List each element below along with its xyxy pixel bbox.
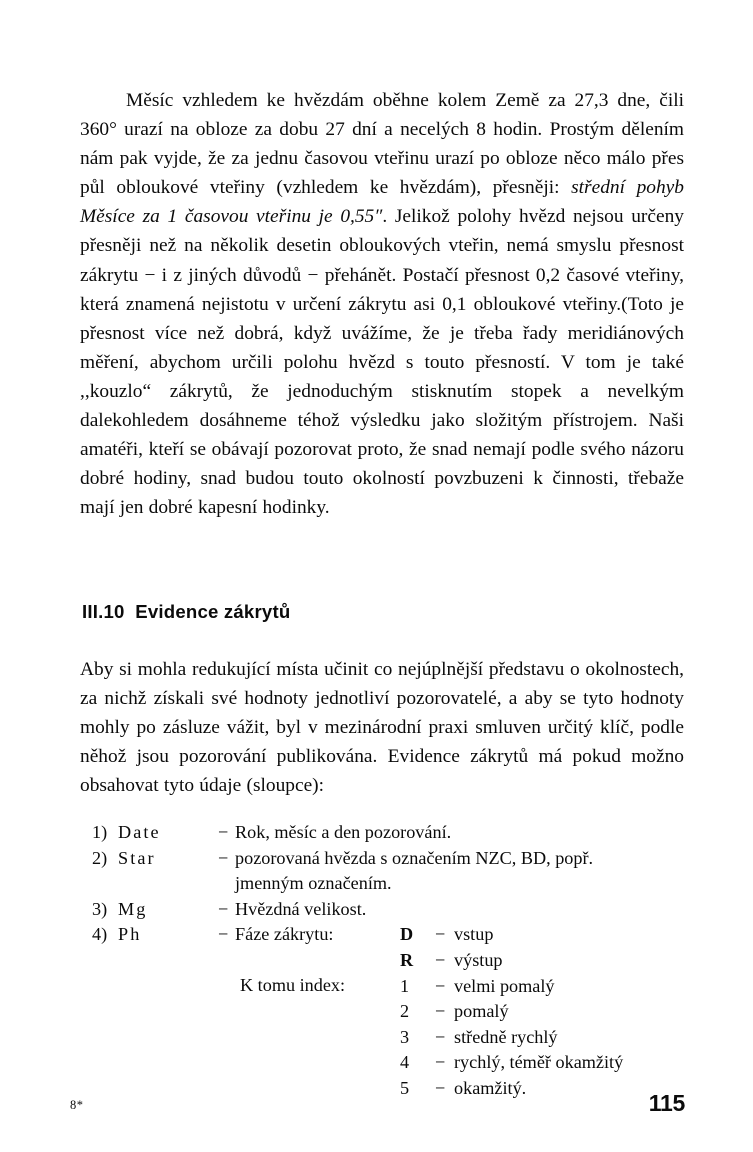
phase-code-key: 4 xyxy=(400,1052,410,1073)
paragraph-first-text-before-italic: Měsíc vzhledem ke hvězdám oběhne kolem Země za 27,3 dne, čili 360° urazí na obloze za dobu 27 dní a necelých 8 hodin. Prostým dělením nám pak vyjde, že za jednu časovou vteřinu urazí po obloze něco málo přes půl obloukové vteřiny (vzhledem ke hvězdám), přesněji: xyxy=(80,90,684,199)
phase-code-key: 3 xyxy=(400,1026,410,1047)
list-item-number: 4) xyxy=(92,924,108,945)
phase-code-dash: − xyxy=(435,1026,446,1047)
phase-code-value: středně rychlý xyxy=(454,1026,558,1047)
list-item-number: 3) xyxy=(92,898,108,919)
phase-code-table xyxy=(400,922,690,1101)
phase-code-dash: − xyxy=(435,1001,446,1022)
list-item xyxy=(80,922,690,1102)
table-row xyxy=(400,1050,690,1076)
phase-code-value: velmi pomalý xyxy=(454,975,555,996)
table-row xyxy=(400,948,690,974)
phase-code-key: R xyxy=(400,949,414,970)
paragraph-first xyxy=(80,86,684,522)
paragraph-first-text-after-italic: . Jelikož polohy hvězd nejsou určeny přesněji než na několik desetin obloukových vteřin, nemá smyslu přesnost zákrytu − i z jiných důvodů − přehánět. Postačí přesnost 0,2 časové vteřiny, která znamená nejistotu v určení zákrytu asi 0,1 obloukové vteřiny.(Toto je přesnost více než dobrá, když uvážíme, že je třeba řady meridiánových měření, abychom určili polohu hvězd s touto přesností. V tom je také ,,kouzlo“ zákrytů, že jednoduchým stisknutím stopek a nevelkým dalekohledem dosáhneme téhož výsledku jako složitým přístrojem. Naši amatéři, kteří se obávají pozorovat proto, že snad nemají podle svého názoru dobré hodiny, snad budou touto okolností povzbuzeni k činnosti, třebaže mají jen dobré kapesní hodinky. xyxy=(80,206,684,519)
table-row xyxy=(400,999,690,1025)
phase-label: Fáze zákrytu: xyxy=(235,924,334,945)
phase-code-value: výstup xyxy=(454,949,503,970)
phase-code-dash: − xyxy=(435,1077,446,1098)
paragraph-second: Aby si mohla redukující místa učinit co nejúplnější představu o okolnostech, za nichž získali své hodnoty jednotliví pozorovatelé, a aby se tyto hodnoty mohly po zásluze vážit, byl v mezinárodní praxi smluven určitý klíč, podle něhož jsou pozorování publikována. Evidence zákrytů má pokud možno obsahovat tyto údaje (sloupce): xyxy=(80,659,684,797)
phase-code-key: 1 xyxy=(400,975,410,996)
list-item-description: Hvězdná velikost. xyxy=(235,898,367,919)
phase-code-value: okamžitý. xyxy=(454,1077,527,1098)
list-item-description: Rok, měsíc a den pozorování. xyxy=(235,822,452,842)
phase-code-dash: − xyxy=(435,924,446,945)
list-item-dash: − xyxy=(218,847,229,868)
list-item-term: Mg xyxy=(118,898,148,919)
table-row xyxy=(400,974,690,1000)
list-item xyxy=(80,820,690,846)
definition-list xyxy=(80,820,690,1102)
list-item-description-continued: jmenným označením. xyxy=(235,873,392,894)
list-item-term: Star xyxy=(118,847,156,868)
list-item xyxy=(80,846,690,897)
list-item-dash: − xyxy=(218,898,229,919)
index-label: K tomu index: xyxy=(240,975,346,996)
table-row xyxy=(400,1025,690,1051)
paragraph-block-second xyxy=(80,655,684,800)
phase-code-value: rychlý, téměř okamžitý xyxy=(454,1052,624,1073)
list-item-description: pozorovaná hvězda s označením NZC, BD, popř. xyxy=(235,847,594,868)
phase-code-dash: − xyxy=(435,949,446,970)
list-item-number: 1) xyxy=(92,822,108,842)
list-item-term: Ph xyxy=(118,924,142,945)
paragraph-block-first xyxy=(80,86,684,522)
section-heading: III.10 Evidence zákrytů xyxy=(82,601,291,622)
signature-mark: 8* xyxy=(70,1098,84,1112)
list-item-number: 2) xyxy=(92,847,108,868)
list-item xyxy=(80,897,690,923)
list-item-dash: − xyxy=(218,822,229,842)
table-row xyxy=(400,1076,690,1102)
paragraph-first-italic-phrase: střední pohyb Měsíce za 1 časovou vteřinu je 0,55″ xyxy=(80,177,684,228)
phase-code-value: pomalý xyxy=(454,1001,509,1022)
phase-code-value: vstup xyxy=(454,924,494,945)
phase-code-key: 5 xyxy=(400,1077,410,1098)
list-item-dash: − xyxy=(218,924,229,945)
list-item-term: Date xyxy=(118,822,161,842)
page-number: 115 xyxy=(648,1090,685,1116)
phase-code-dash: − xyxy=(435,975,446,996)
phase-code-key: 2 xyxy=(400,1001,410,1022)
phase-code-dash: − xyxy=(435,1052,446,1073)
table-row xyxy=(400,922,690,948)
phase-code-key: D xyxy=(400,924,414,945)
